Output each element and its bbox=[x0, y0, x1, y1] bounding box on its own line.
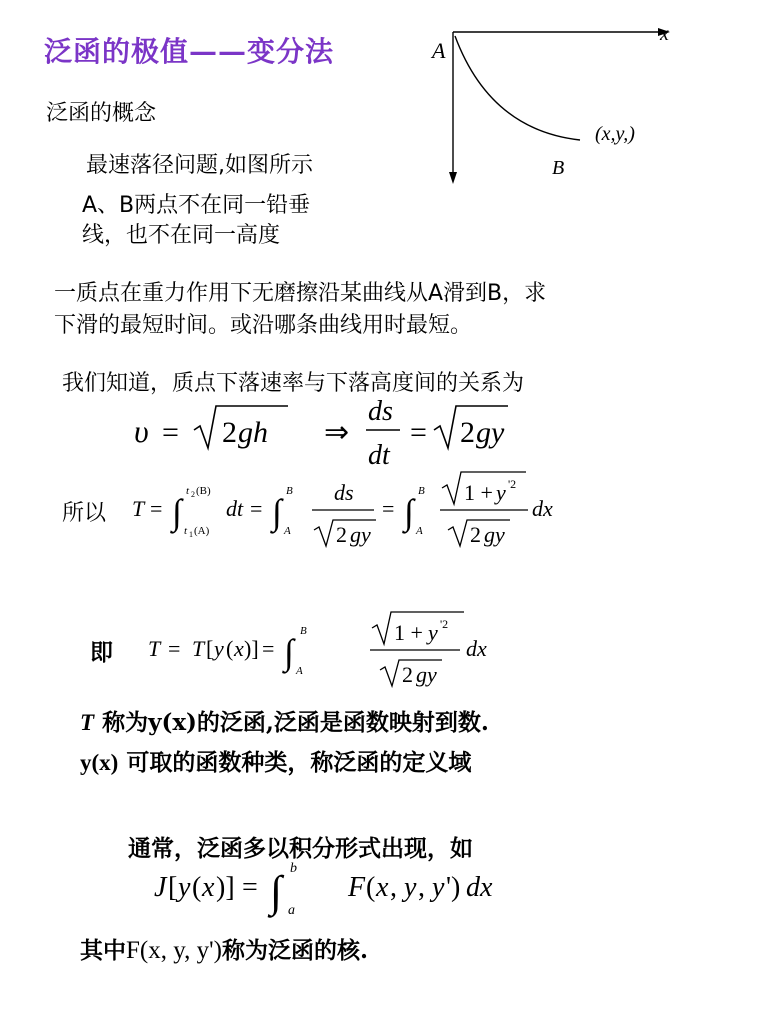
svg-text:gy: gy bbox=[476, 416, 505, 449]
svg-text:2: 2 bbox=[336, 522, 347, 547]
svg-text:a: a bbox=[288, 903, 295, 918]
svg-text:x: x bbox=[234, 636, 244, 661]
svg-text:dx: dx bbox=[466, 636, 487, 661]
kernel-prefix: 其中 bbox=[80, 937, 126, 964]
svg-text:=: = bbox=[242, 872, 258, 903]
svg-text:(A): (A) bbox=[194, 525, 210, 537]
general-functional-formula bbox=[152, 854, 552, 924]
svg-text:y: y bbox=[428, 620, 438, 645]
svg-text:)]: )] bbox=[244, 636, 259, 661]
svg-text:)]: )] bbox=[216, 872, 235, 903]
svg-text:A: A bbox=[284, 525, 291, 537]
svg-text:(: ( bbox=[366, 872, 376, 903]
svg-text:dx: dx bbox=[466, 872, 493, 903]
brachistochrone-diagram bbox=[420, 10, 680, 190]
domain-prefix: y(x) bbox=[80, 750, 119, 775]
kernel-expression: F(x, y, y') bbox=[126, 937, 222, 964]
svg-text:T: T bbox=[132, 496, 145, 521]
svg-text:t: t bbox=[186, 485, 190, 497]
suoyi-label: 所以 bbox=[62, 501, 107, 526]
svg-text:y: y bbox=[404, 872, 417, 903]
svg-text:gh: gh bbox=[238, 416, 268, 449]
y-axis-arrowhead bbox=[449, 172, 457, 184]
svg-text:1 +: 1 + bbox=[464, 480, 493, 505]
svg-text:,: , bbox=[418, 872, 425, 903]
problem-line: 最速落径问题,如图所示 bbox=[86, 153, 313, 178]
svg-text:=: = bbox=[382, 496, 395, 521]
svg-text:ds: ds bbox=[334, 480, 354, 505]
ab-line-1: A、B两点不在同一铅垂 bbox=[82, 193, 311, 218]
svg-text:y: y bbox=[178, 872, 191, 903]
svg-text:(: ( bbox=[192, 872, 202, 903]
domain-definition bbox=[80, 744, 471, 777]
svg-text:=: = bbox=[410, 416, 427, 449]
kernel-line bbox=[80, 932, 368, 965]
svg-text:2: 2 bbox=[191, 490, 195, 499]
svg-text:T: T bbox=[192, 636, 205, 661]
functional-symbol: T bbox=[80, 710, 95, 735]
label-A: A bbox=[432, 38, 446, 63]
usually-line: 通常，泛函多以积分形式出现，如 bbox=[128, 835, 473, 862]
label-x: x bbox=[660, 23, 669, 45]
svg-text:=: = bbox=[250, 496, 263, 521]
svg-text:x: x bbox=[376, 872, 389, 903]
label-point: (x,y,) bbox=[595, 123, 635, 145]
functional-definition-text: 称为y(x)的泛函,泛函是函数映射到数. bbox=[102, 709, 489, 736]
svg-text:ds: ds bbox=[368, 396, 393, 427]
svg-text:∫: ∫ bbox=[404, 492, 414, 532]
gravity-line-1: 一质点在重力作用下无磨擦沿某曲线从A滑到B，求 bbox=[54, 281, 547, 306]
svg-text:dx: dx bbox=[532, 496, 553, 521]
svg-text:=: = bbox=[150, 496, 163, 521]
kernel-suffix: 称为泛函的核. bbox=[221, 937, 368, 964]
svg-text:gy: gy bbox=[484, 522, 505, 547]
concept-heading: 泛函的概念 bbox=[46, 101, 157, 126]
svg-text:'): ') bbox=[446, 872, 461, 903]
label-B: B bbox=[552, 157, 565, 179]
functional-definition bbox=[80, 704, 489, 737]
svg-text:∫: ∫ bbox=[172, 492, 182, 532]
functional-formula bbox=[146, 600, 526, 696]
svg-text:1 +: 1 + bbox=[394, 620, 423, 645]
svg-text:2: 2 bbox=[470, 522, 481, 547]
svg-text:B: B bbox=[300, 625, 307, 637]
svg-text:2: 2 bbox=[402, 662, 413, 687]
svg-text:F: F bbox=[348, 872, 366, 903]
ji-label: 即 bbox=[90, 639, 113, 666]
svg-text:gy: gy bbox=[416, 662, 437, 687]
svg-text:y: y bbox=[214, 636, 224, 661]
descent-curve bbox=[455, 36, 580, 140]
svg-text:x: x bbox=[202, 872, 215, 903]
ab-line-2: 线，也不在同一高度 bbox=[82, 223, 281, 248]
svg-text:2: 2 bbox=[460, 416, 475, 449]
svg-text:1: 1 bbox=[189, 530, 193, 539]
know-line: 我们知道，质点下落速率与下落高度间的关系为 bbox=[62, 371, 525, 396]
time-integral-formula bbox=[130, 468, 570, 558]
svg-text:A: A bbox=[416, 525, 423, 537]
svg-text:2: 2 bbox=[222, 416, 237, 449]
svg-text:b: b bbox=[290, 861, 297, 876]
svg-text:y: y bbox=[432, 872, 445, 903]
svg-text:dt: dt bbox=[226, 496, 244, 521]
svg-text:'2: '2 bbox=[508, 477, 517, 491]
svg-text:∫: ∫ bbox=[272, 492, 282, 532]
svg-text:y: y bbox=[496, 480, 506, 505]
svg-text:t: t bbox=[184, 525, 188, 537]
svg-text:υ: υ bbox=[134, 413, 149, 449]
svg-text:⇒: ⇒ bbox=[324, 416, 350, 449]
svg-text:B: B bbox=[286, 485, 293, 497]
svg-text:∫: ∫ bbox=[284, 632, 294, 672]
svg-text:A: A bbox=[296, 665, 303, 677]
svg-text:∫: ∫ bbox=[270, 867, 283, 916]
svg-text:=: = bbox=[262, 636, 275, 661]
svg-text:dt: dt bbox=[368, 440, 390, 471]
svg-text:[: [ bbox=[168, 872, 178, 903]
svg-text:gy: gy bbox=[350, 522, 371, 547]
svg-text:,: , bbox=[390, 872, 397, 903]
svg-text:(: ( bbox=[226, 636, 234, 661]
svg-text:(B): (B) bbox=[196, 485, 211, 497]
velocity-formula bbox=[128, 392, 528, 472]
svg-text:B: B bbox=[418, 485, 425, 497]
svg-text:=: = bbox=[168, 636, 181, 661]
gravity-line-2: 下滑的最短时间。或沿哪条曲线用时最短。 bbox=[54, 313, 473, 338]
page-title: 泛函的极值——变分法 bbox=[44, 35, 335, 68]
svg-text:J: J bbox=[154, 872, 167, 903]
svg-text:T: T bbox=[148, 636, 161, 661]
svg-text:'2: '2 bbox=[440, 617, 449, 631]
svg-text:[: [ bbox=[206, 636, 214, 661]
svg-text:=: = bbox=[162, 416, 179, 449]
domain-text: 可取的函数种类，称泛函的定义域 bbox=[126, 749, 472, 776]
